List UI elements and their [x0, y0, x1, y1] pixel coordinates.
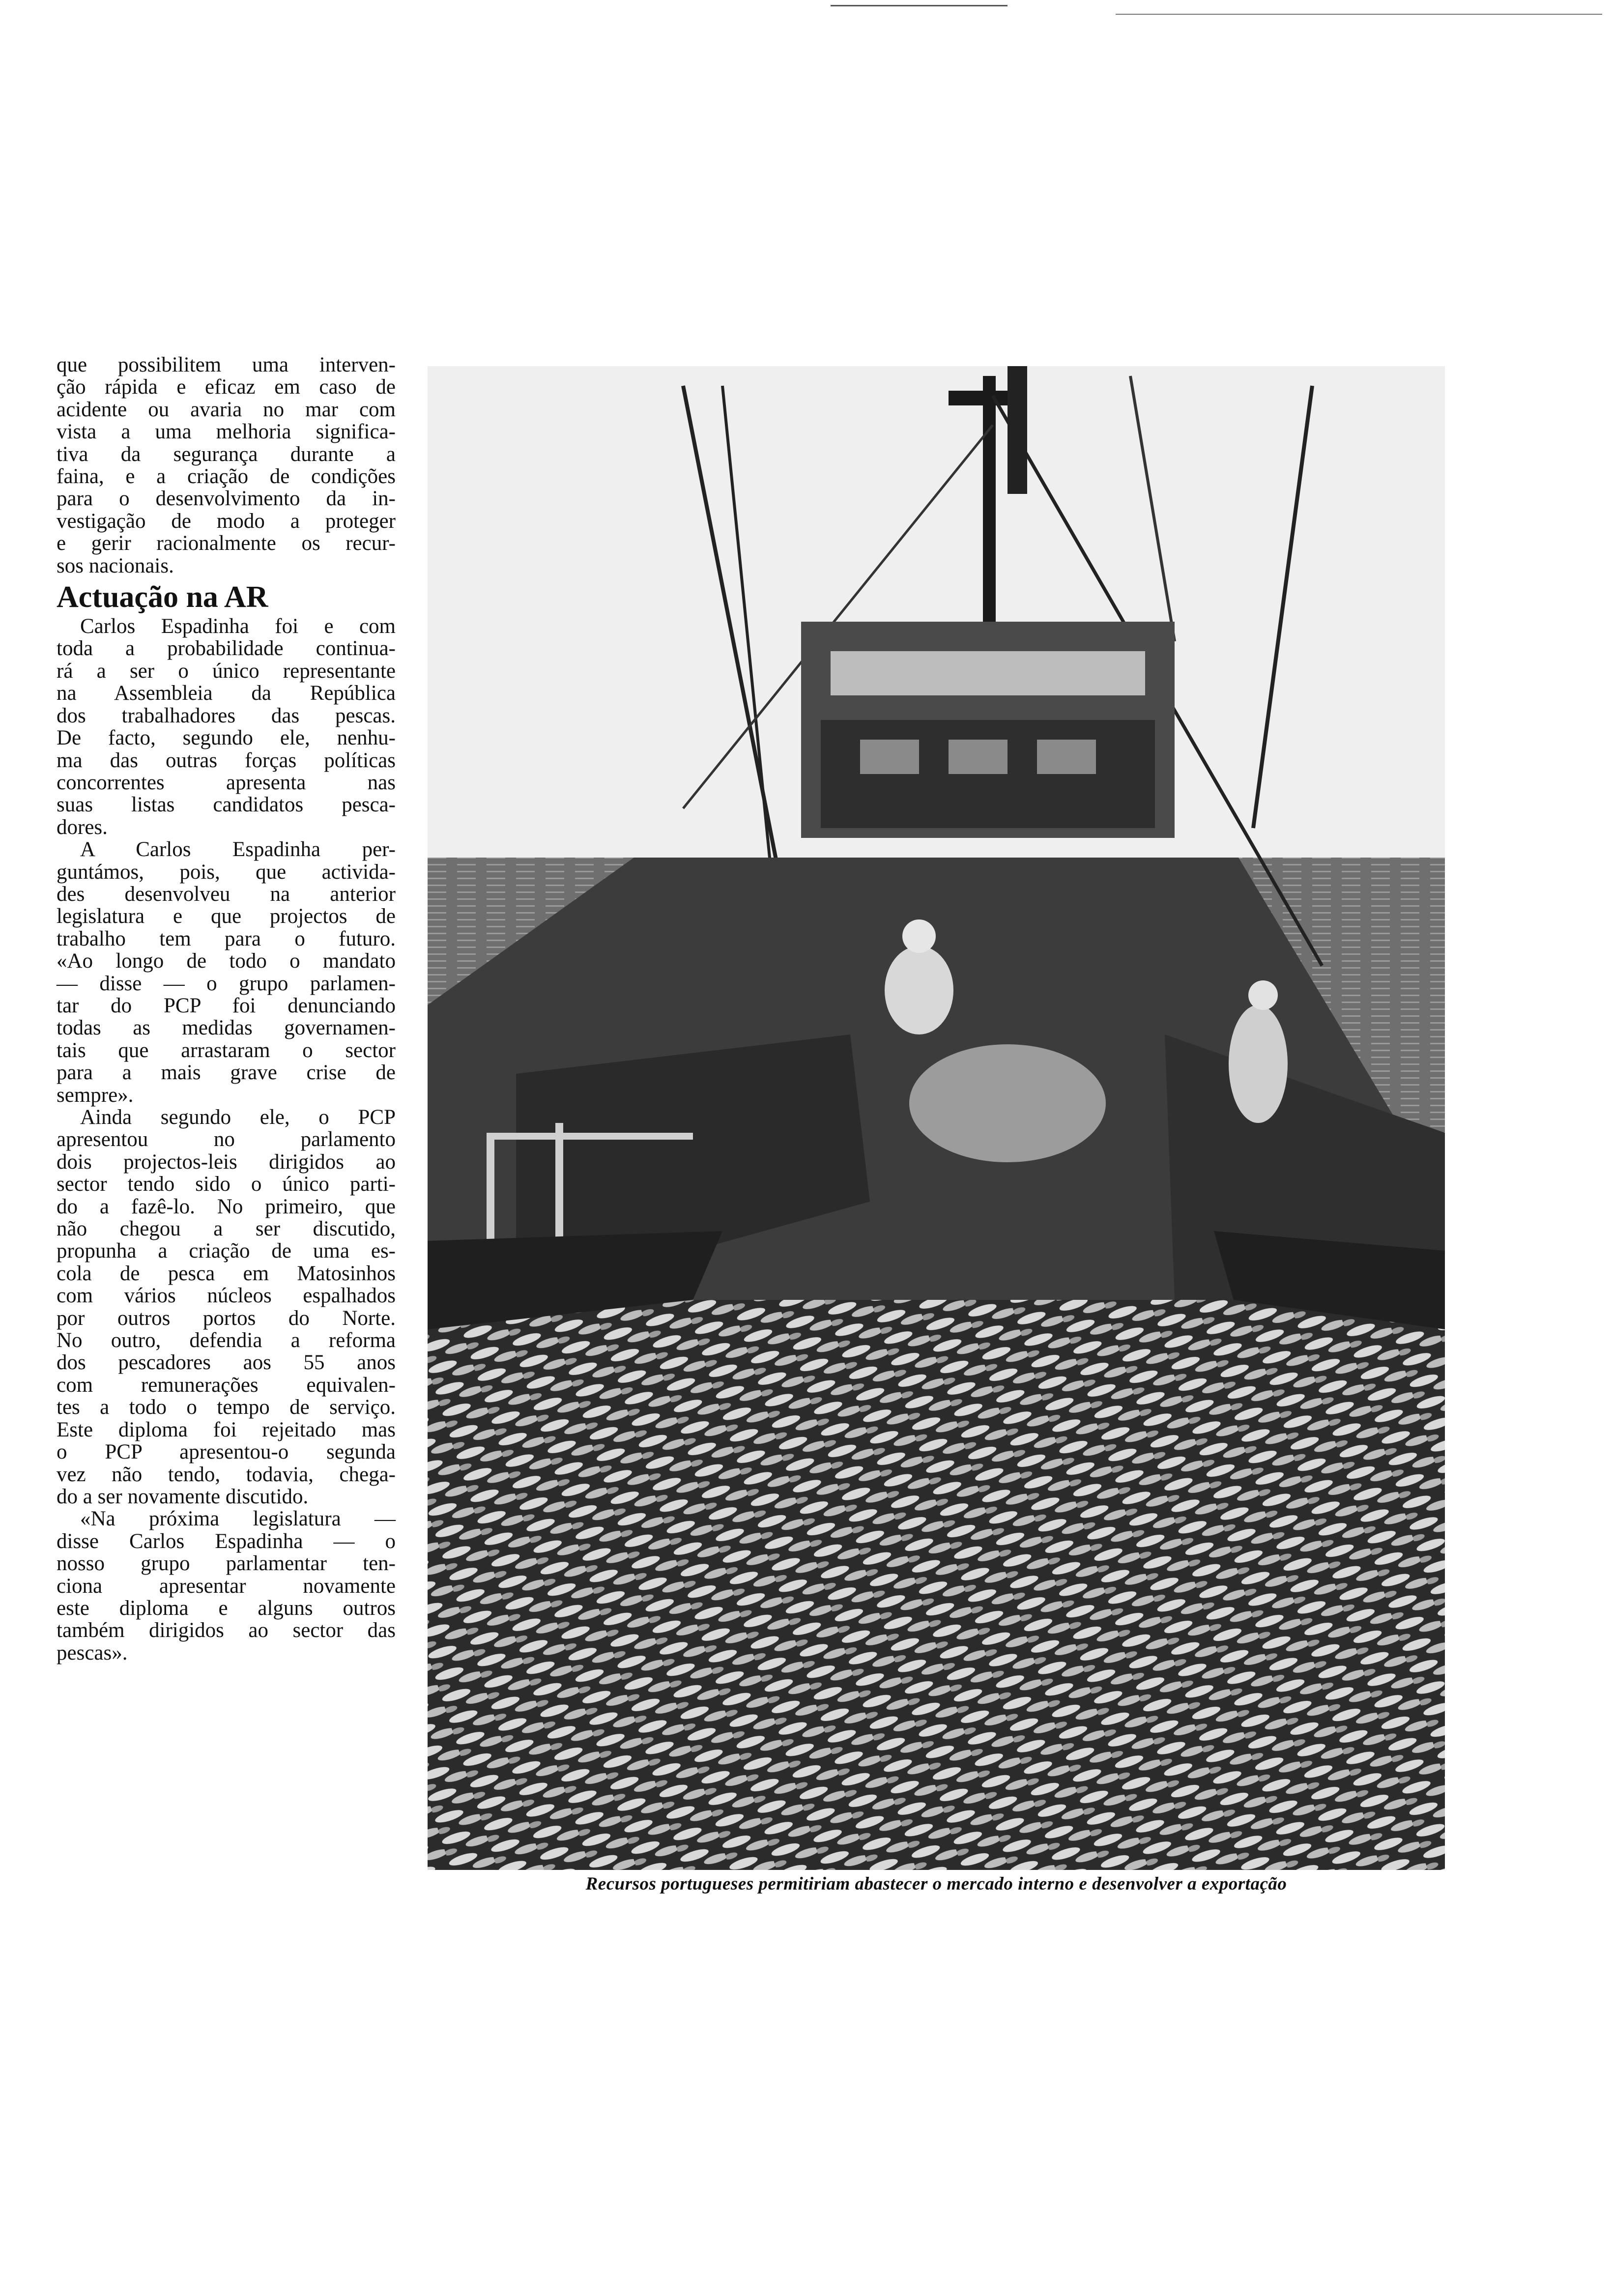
- text-line: do a fazê-lo. No primeiro, que: [57, 1195, 396, 1218]
- text-line: tais que arrastaram o sector: [57, 1038, 396, 1062]
- text-line: ção rápida e eficaz em caso de: [57, 375, 396, 399]
- text-line: pescas».: [57, 1641, 128, 1665]
- text-line: com remunerações equivalen-: [57, 1373, 396, 1397]
- text-line: propunha a criação de uma es-: [57, 1239, 396, 1263]
- article-column: [57, 354, 396, 1907]
- text-line: com vários núcleos espalhados: [57, 1284, 396, 1308]
- text-line: Carlos Espadinha foi e com: [80, 615, 396, 638]
- text-line: e gerir racionalmente os recur-: [57, 532, 396, 555]
- text-line: que possibilitem uma interven-: [57, 353, 396, 376]
- text-line: para o desenvolvimento da in-: [57, 487, 396, 511]
- text-line: por outros portos do Norte.: [57, 1306, 396, 1330]
- text-line: todas as medidas governamen-: [57, 1016, 396, 1040]
- section-heading: Actuação na AR: [57, 580, 268, 614]
- text-line: ciona apresentar novamente: [57, 1574, 396, 1598]
- text-line: rá a ser o único representante: [57, 659, 396, 683]
- fishing-boat-photo: [428, 366, 1445, 1870]
- scan-artifact-line: [1116, 14, 1602, 15]
- text-line: ma das outras forças políticas: [57, 748, 396, 772]
- paragraph-3: [57, 838, 396, 1106]
- fishing-boat-illustration: [428, 366, 1445, 1870]
- text-line: toda a probabilidade continua-: [57, 637, 396, 660]
- text-line: apresentou no parlamento: [57, 1128, 396, 1151]
- text-line: disse Carlos Espadinha — o: [57, 1529, 396, 1553]
- text-line: dos trabalhadores das pescas.: [57, 704, 396, 727]
- text-line: cola de pesca em Matosinhos: [57, 1262, 396, 1285]
- text-line: suas listas candidatos pesca-: [57, 793, 396, 817]
- text-line: vestigação de modo a proteger: [57, 509, 396, 533]
- text-line: nosso grupo parlamentar ten-: [57, 1552, 396, 1576]
- text-line: tar do PCP foi denunciando: [57, 994, 396, 1017]
- text-line: dos pescadores aos 55 anos: [57, 1351, 396, 1375]
- text-line: vez não tendo, todavia, chega-: [57, 1463, 396, 1486]
- text-line: o PCP apresentou-o segunda: [57, 1440, 396, 1464]
- text-line: concorrentes apresenta nas: [57, 771, 396, 794]
- text-line: guntámos, pois, que activida-: [57, 860, 396, 884]
- text-line: sempre».: [57, 1083, 134, 1107]
- text-line: — disse — o grupo parlamen-: [57, 972, 396, 995]
- text-line: Ainda segundo ele, o PCP: [80, 1106, 396, 1129]
- paragraph-5: [57, 1508, 396, 1664]
- text-line: «Ao longo de todo o mandato: [57, 949, 396, 973]
- text-line: De facto, segundo ele, nenhu-: [57, 726, 396, 750]
- text-line: trabalho tem para o futuro.: [57, 927, 396, 950]
- text-line: acidente ou avaria no mar com: [57, 398, 396, 421]
- text-line: este diploma e alguns outros: [57, 1596, 396, 1620]
- text-line: do a ser novamente discutido.: [57, 1485, 309, 1508]
- paragraph-4: [57, 1106, 396, 1508]
- text-line: tes a todo o tempo de serviço.: [57, 1396, 396, 1419]
- paragraph-1: [57, 354, 396, 577]
- text-line: também dirigidos ao sector das: [57, 1619, 396, 1642]
- text-line: «Na próxima legislatura —: [80, 1507, 396, 1531]
- text-line: vista a uma melhoria significa-: [57, 420, 396, 444]
- photo-caption: Recursos portugueses permitiriam abastecer o mercado interno e desenvolver a exportação: [585, 1874, 1287, 1894]
- paragraph-2: [57, 615, 396, 838]
- text-line: para a mais grave crise de: [57, 1061, 396, 1085]
- text-line: A Carlos Espadinha per-: [80, 838, 396, 861]
- text-line: sos nacionais.: [57, 554, 174, 577]
- text-line: dois projectos-leis dirigidos ao: [57, 1150, 396, 1174]
- text-line: Este diploma foi rejeitado mas: [57, 1418, 396, 1441]
- text-line: faina, e a criação de condições: [57, 465, 396, 488]
- text-line: na Assembleia da República: [57, 682, 396, 705]
- text-line: legislatura e que projectos de: [57, 905, 396, 928]
- text-line: dores.: [57, 815, 108, 839]
- text-line: tiva da segurança durante a: [57, 442, 396, 466]
- text-line: sector tendo sido o único parti-: [57, 1173, 396, 1196]
- text-line: não chegou a ser discutido,: [57, 1217, 396, 1241]
- text-line: No outro, defendia a reforma: [57, 1329, 396, 1352]
- text-line: des desenvolveu na anterior: [57, 882, 396, 906]
- scan-artifact-line: [831, 5, 1008, 6]
